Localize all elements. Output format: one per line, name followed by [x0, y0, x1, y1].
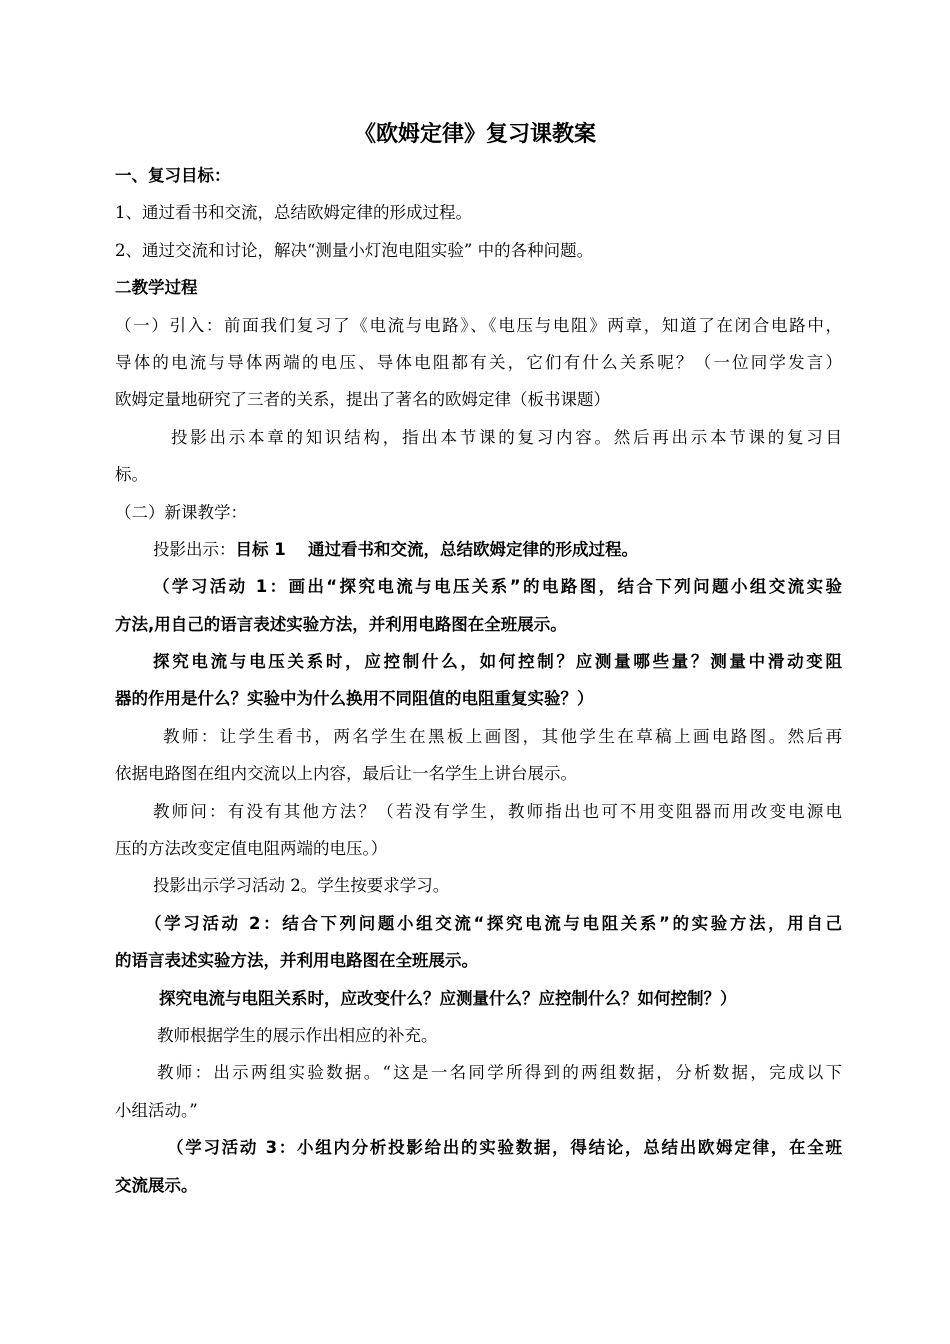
- text-line: [115, 1092, 842, 1129]
- text-line: [115, 494, 842, 531]
- text-line: [115, 680, 842, 717]
- text-line-emphasis: 目标 1 通过看书和交流，总结欧姆定律的形成过程。: [235, 539, 638, 559]
- text-line-content: 教师：出示两组实验数据。“这是一名同学所得到的两组数据，分析数据，完成以下: [157, 1063, 842, 1083]
- text-line-content: 方法,用自己的语言表述实验方法，并利用电路图在全班展示。: [115, 614, 567, 634]
- text-line: [115, 419, 842, 456]
- text-line-content: 压的方法改变定值电阻两端的电压。）: [115, 839, 388, 859]
- text-line-content: 标。: [115, 465, 148, 485]
- text-line: [115, 793, 842, 830]
- text-line-content: 依据电路图在组内交流以上内容，最后让一名学生上讲台展示。: [115, 764, 577, 784]
- text-line-content: 器的作用是什么？实验中为什么换用不同阻值的电阻重复实验？）: [115, 689, 594, 709]
- text-line: [115, 456, 842, 493]
- text-line-content: 投影出示：: [153, 539, 236, 559]
- text-line: [115, 867, 842, 904]
- text-line-content: 导体的电流与导体两端的电压、导体电阻都有关，它们有什么关系呢？（一位同学发言）: [115, 352, 842, 372]
- text-line: [115, 381, 842, 418]
- text-line: [115, 157, 842, 194]
- text-line-content: 教师问：有没有其他方法？（若没有学生，教师指出也可不用变阻器而用改变电源电: [153, 801, 842, 821]
- text-line-content: （学习活动 2：结合下列问题小组交流“探究电流与电阻关系”的实验方法，用自己: [145, 913, 842, 933]
- text-line: [115, 905, 842, 942]
- text-line: [115, 531, 842, 568]
- text-line: [115, 307, 842, 344]
- text-line-content: 教师：让学生看书，两名学生在黑板上画图，其他学生在草稿上画电路图。然后再: [163, 726, 842, 746]
- text-line-content: 探究电流与电压关系时，应控制什么，如何控制？应测量哪些量？测量中滑动变阻: [153, 652, 842, 672]
- text-line-content: （一）引入：前面我们复习了《电流与电路》、《电压与电阻》两章，知道了在闭合电路中，: [115, 315, 842, 335]
- text-line-content: （学习活动 3：小组内分析投影给出的实验数据，得结论，总结出欧姆定律，在全班: [167, 1138, 842, 1158]
- text-line: [115, 755, 842, 792]
- text-line: [115, 568, 842, 605]
- text-line-content: 投影出示本章的知识结构，指出本节课的复习内容。然后再出示本节课的复习目: [171, 427, 842, 447]
- text-line: [115, 1017, 842, 1054]
- text-line: [115, 643, 842, 680]
- text-line: [115, 830, 842, 867]
- text-line: [115, 718, 842, 755]
- text-line-content: 欧姆定量地研究了三者的关系，提出了著名的欧姆定律（板书课题）: [115, 390, 610, 410]
- text-line: [115, 194, 842, 231]
- text-line-content: 教师根据学生的展示作出相应的补充。: [157, 1025, 438, 1045]
- text-line-content: 一、复习目标：: [115, 166, 231, 185]
- text-line-content: （二）新课教学：: [115, 502, 247, 522]
- text-line-content: 交流展示。: [115, 1175, 198, 1195]
- text-line-content: 2、通过交流和讨论，解决“测量小灯泡电阻实验” 中的各种问题。: [115, 240, 594, 260]
- text-line-content: （学习活动 1：画出“探究电流与电压关系”的电路图，结合下列问题小组交流实验: [153, 577, 842, 597]
- text-line-content: 小组活动。”: [115, 1100, 198, 1120]
- text-line: [115, 1054, 842, 1091]
- text-line: [115, 344, 842, 381]
- text-line-content: 的语言表述实验方法，并利用电路图在全班展示。: [115, 951, 478, 971]
- text-line: [115, 232, 842, 269]
- text-line-content: 投影出示学习活动 2。学生按要求学习。: [153, 876, 450, 896]
- text-line: [115, 1129, 842, 1166]
- text-line: [115, 942, 842, 979]
- text-line: [115, 980, 842, 1017]
- text-line-content: 1、通过看书和交流，总结欧姆定律的形成过程。: [115, 203, 472, 223]
- text-line: [115, 606, 842, 643]
- text-line: [115, 1167, 842, 1204]
- text-line: [115, 269, 842, 306]
- document-body: [115, 157, 842, 1204]
- text-line-content: 探究电流与电阻关系时，应改变什么？应测量什么？应控制什么？如何控制？）: [159, 988, 737, 1008]
- document-title: 《欧姆定律》复习课教案: [353, 122, 596, 147]
- text-line-content: 二教学过程: [115, 278, 198, 298]
